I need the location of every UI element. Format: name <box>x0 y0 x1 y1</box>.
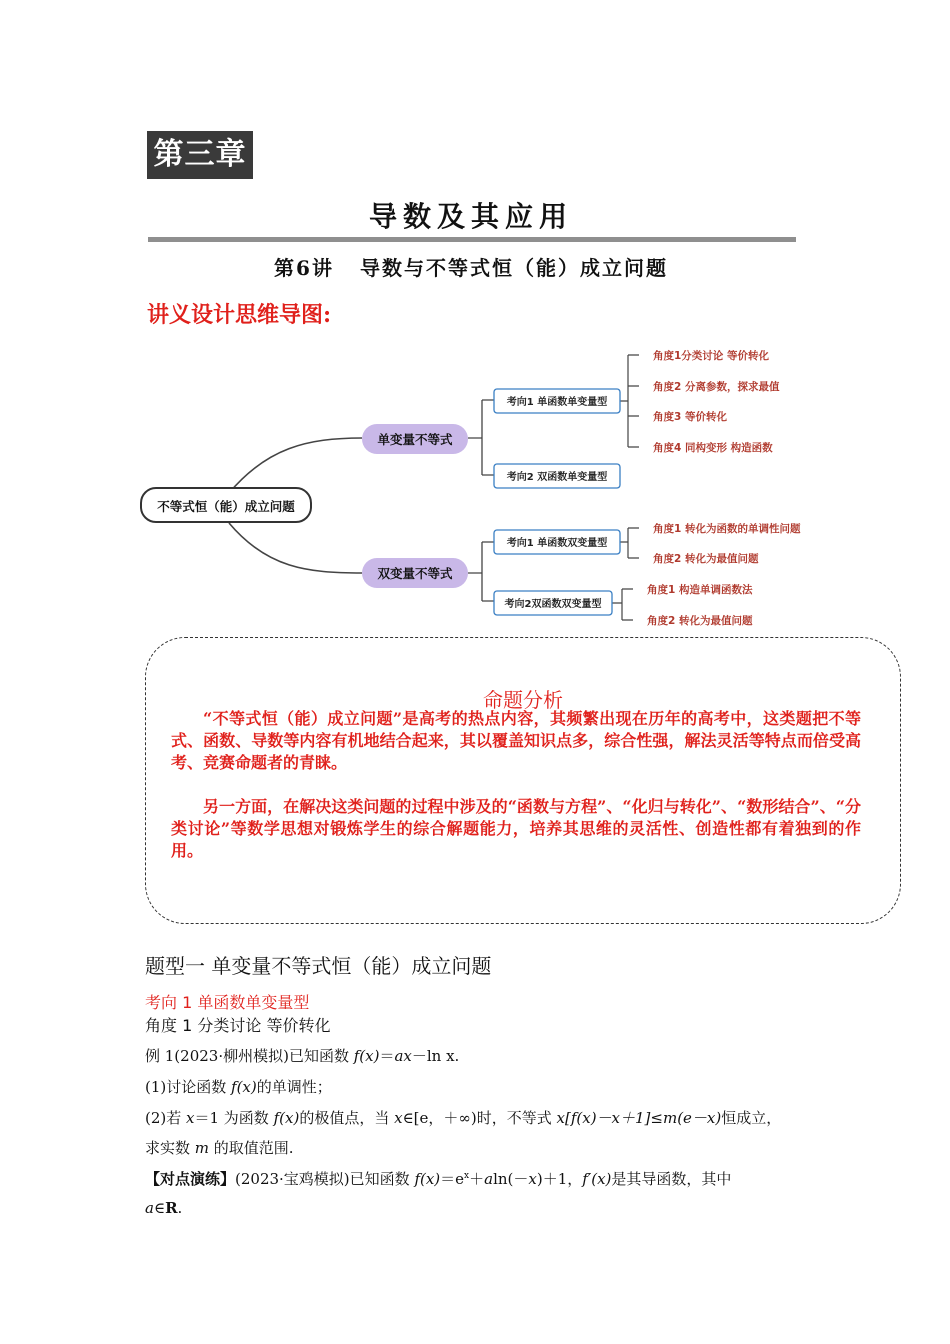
math-fn: f(x) <box>353 1047 380 1065</box>
math-derivative: f′(x) <box>582 1170 612 1188</box>
example-1-question-1 <box>145 1076 332 1097</box>
analysis-title: 命题分析 <box>483 688 563 712</box>
math-var: x <box>394 1109 403 1127</box>
mindmap-angle-label: 角度1 转化为函数的单调性问题 <box>653 523 801 535</box>
q2-text: 的取值范围. <box>209 1139 294 1157</box>
mindmap-angle-label: 角度1分类讨论 等价转化 <box>653 350 769 362</box>
math-var: m <box>194 1139 210 1157</box>
math-fn: f(x) <box>273 1109 300 1127</box>
mindmap-diagram <box>137 338 817 633</box>
angle-heading: 角度 1 分类讨论 等价转化 <box>145 1016 331 1035</box>
q2-text: 的极值点，当 <box>299 1109 395 1127</box>
direction-heading: 考向 1 单函数单变量型 <box>145 993 310 1012</box>
math-var: x <box>528 1170 537 1188</box>
mindmap-root-label: 不等式恒（能）成立问题 <box>157 499 295 514</box>
q2-text: (2)若 <box>145 1109 187 1127</box>
mindmap-angle-label: 角度4 同构变形 构造函数 <box>653 442 773 454</box>
math-inequality: x[f(x)－x＋1]≤m(e－x) <box>556 1109 722 1127</box>
practice-text: ∈ <box>153 1199 166 1217</box>
practice-statement <box>145 1168 731 1189</box>
chapter-badge: 第三章 <box>147 131 253 179</box>
practice-text: . <box>177 1199 183 1217</box>
math-var: a <box>484 1170 494 1188</box>
lecture-title <box>147 252 795 281</box>
title-divider <box>148 237 796 242</box>
analysis-box <box>145 637 901 924</box>
practice-label: 【对点演练】 <box>145 1170 236 1188</box>
practice-text: 是其导函数，其中 <box>611 1170 732 1188</box>
mindmap-direction-label: 考向2双函数双变量型 <box>504 599 602 610</box>
connector-root-branch2 <box>229 523 362 573</box>
main-title: 导数及其应用 <box>368 200 573 233</box>
bracket-dir21 <box>620 528 639 558</box>
connector-root-branch1 <box>229 438 362 493</box>
practice-text: )＋1， <box>536 1170 583 1188</box>
question-type-heading: 题型一 单变量不等式恒（能）成立问题 <box>145 954 492 978</box>
lecture-number: 第6讲 <box>274 256 334 280</box>
mindmap-heading: 讲义设计思维导图: <box>147 302 332 328</box>
mindmap-angle-label: 角度3 等价转化 <box>653 411 727 423</box>
math-expr: ax <box>394 1047 412 1065</box>
q2-text: ＝1 为函数 <box>194 1109 274 1127</box>
analysis-paragraph-2: 另一方面，在解决这类问题的过程中涉及的“函数与方程”、“化归与转化”、“数形结合”、“分类讨论”等数学思想对锻炼学生的综合解题能力，培养其思维的灵活性、创造性都有着独到的作用。 <box>171 797 861 860</box>
mindmap-angle-label: 角度2 转化为最值问题 <box>647 615 753 627</box>
mindmap-angle-label: 角度2 分离参数，探求最值 <box>653 381 780 393</box>
example-1-question-2-cont <box>145 1137 294 1158</box>
math-var: x <box>186 1109 195 1127</box>
practice-statement-cont <box>145 1199 182 1217</box>
q2-text: 求实数 <box>145 1139 195 1157</box>
mindmap-angle-label: 角度1 构造单调函数法 <box>647 584 753 596</box>
practice-text: ＋ <box>469 1170 485 1188</box>
lecture-title-text: 导数与不等式恒（能）成立问题 <box>359 256 668 280</box>
practice-text: (2023·宝鸡模拟)已知函数 <box>235 1170 415 1188</box>
example-1-statement <box>145 1045 459 1066</box>
bracket-dir11 <box>620 355 639 447</box>
practice-text: ＝e <box>440 1170 465 1188</box>
math-fn: f(x) <box>231 1078 257 1096</box>
mindmap-branch-label: 双变量不等式 <box>377 566 453 581</box>
bracket-dir22 <box>612 589 633 620</box>
mindmap-direction-label: 考向1 单函数单变量型 <box>506 397 608 408</box>
math-exponent: x <box>464 1171 470 1181</box>
mindmap-direction-label: 考向2 双函数单变量型 <box>506 472 608 483</box>
math-set: R <box>165 1199 178 1217</box>
q1-text: (1)讨论函数 <box>145 1078 232 1096</box>
bracket-branch1 <box>468 400 494 475</box>
q1-text: 的单调性； <box>256 1078 332 1096</box>
practice-text: ln(－ <box>493 1170 529 1188</box>
math-var: a <box>145 1199 154 1217</box>
q2-text: 恒成立， <box>721 1109 782 1127</box>
math-fn: f(x) <box>414 1170 441 1188</box>
example-1-question-2 <box>145 1107 781 1128</box>
mindmap-angle-label: 角度2 转化为最值问题 <box>653 553 759 565</box>
math-tail: －ln x. <box>411 1047 460 1065</box>
math-eq: ＝ <box>379 1047 395 1065</box>
bracket-branch2 <box>468 542 494 601</box>
mindmap-direction-label: 考向1 单函数双变量型 <box>506 538 608 549</box>
q2-text: ∈[e，＋∞)时，不等式 <box>402 1109 557 1127</box>
example-label: 例 1(2023·柳州模拟)已知函数 <box>145 1047 354 1065</box>
mindmap-branch-label: 单变量不等式 <box>377 432 453 447</box>
analysis-paragraph-1: “不等式恒（能）成立问题”是高考的热点内容，其频繁出现在历年的高考中，这类题把不等式、函数、导数等内容有机地结合起来，其以覆盖知识点多，综合性强，解法灵活等特点而倍受高考、竞赛命题者的青睐。 <box>171 709 861 772</box>
